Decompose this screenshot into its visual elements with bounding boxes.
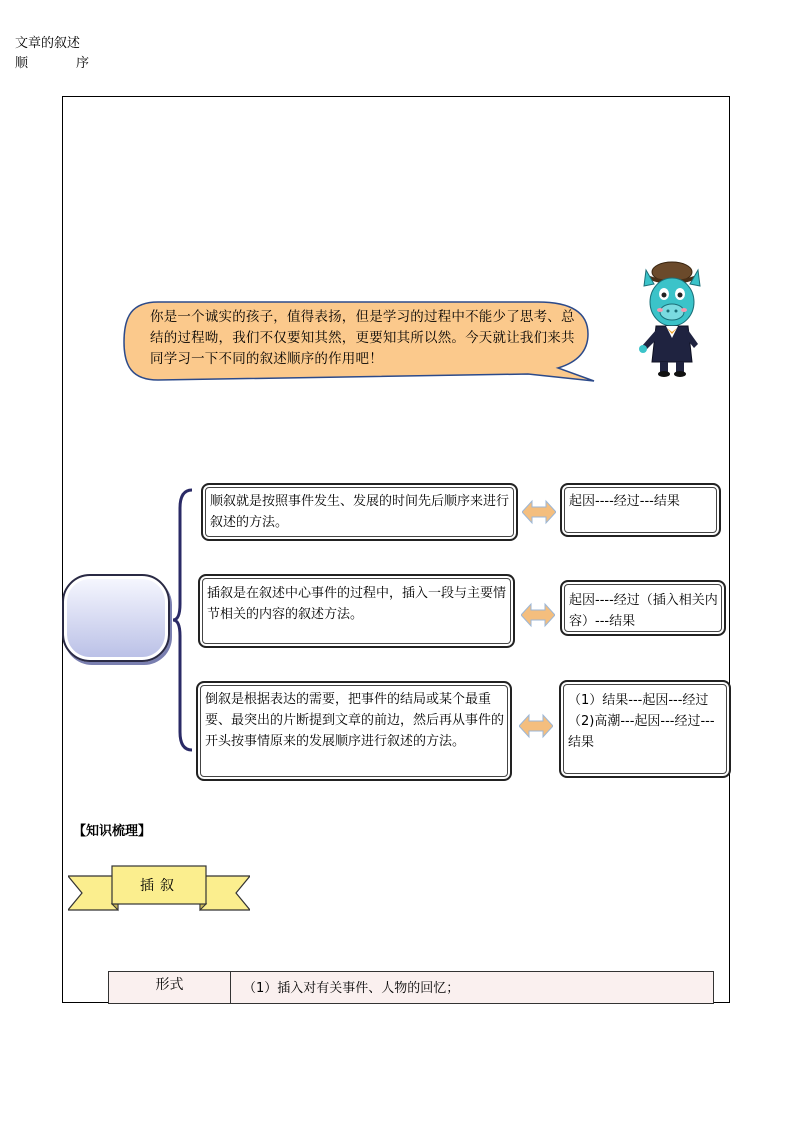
table-row	[108, 971, 714, 1004]
double-arrow-icon	[522, 499, 556, 525]
definition-box-3	[196, 681, 512, 781]
result-box-1	[560, 483, 721, 537]
topic-label-line1: 文章的叙述	[15, 36, 81, 51]
section-heading: 【知识梳理】	[73, 824, 152, 839]
topic-box	[62, 574, 170, 662]
result-text-1: 起因----经过---结果	[569, 494, 680, 509]
definition-text-1: 顺叙就是按照事件发生、发展的时间先后顺序来进行叙述的方法。	[210, 494, 510, 530]
definition-box-2	[198, 574, 515, 648]
result-text-3-line2: （2)高潮---起因---经过---结果	[568, 714, 715, 750]
table-cell-form-label: 形式	[109, 972, 231, 1003]
definition-text-3: 倒叙是根据表达的需要，把事件的结局或某个最重要、最突出的片断提到文章的前边，然后再从事件的开头按事情原来的发展顺序进行叙述的方法。	[205, 692, 505, 749]
brace-bracket	[172, 488, 196, 754]
table-cell-form-value: （1）插入对有关事件、人物的回忆；	[231, 972, 713, 1003]
double-arrow-icon	[519, 713, 553, 739]
result-text-3-line1: （1）结果---起因---经过	[568, 693, 709, 708]
ribbon-label: 插叙	[140, 878, 180, 894]
definition-box-1	[201, 483, 518, 541]
double-arrow-icon	[521, 602, 555, 628]
result-box-3	[559, 680, 731, 778]
bubble-text: 你是一个诚实的孩子，值得表扬，但是学习的过程中不能少了思考、总结的过程呦，我们不仅要知其然，更要知其所以然。今天就让我们来共同学习一下不同的叙述顺序的作用吧！	[150, 309, 575, 367]
result-box-2	[560, 580, 726, 636]
definition-text-2: 插叙是在叙述中心事件的过程中，插入一段与主要情节相关的内容的叙述方法。	[207, 586, 507, 622]
topic-label-line2-start: 顺	[15, 56, 29, 71]
topic-label-line2-end: 序	[76, 56, 90, 71]
result-text-2: 起因----经过（插入相关内容）---结果	[569, 593, 718, 629]
mascot-illustration	[634, 258, 710, 382]
